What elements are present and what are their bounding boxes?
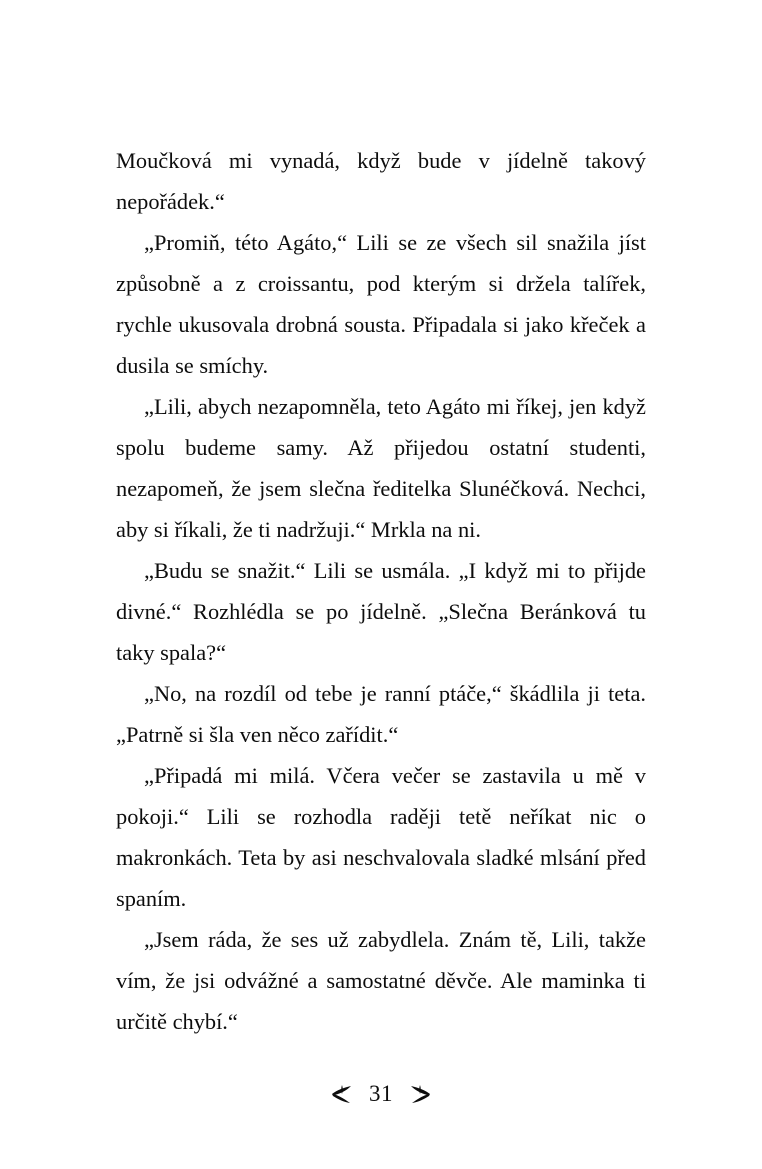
page-number: 31 — [369, 1081, 393, 1106]
paragraph: „Jsem ráda, že ses už zabydlela. Znám tě, Lili, takže vím, že jsi odvážné a samostatné děvče. Ale maminka ti určitě chybí.“ — [116, 927, 646, 1034]
paragraph: „Budu se snažit.“ Lili se usmála. „I když mi to přijde divné.“ Rozhlédla se po jídelně. „Slečna Beránková tu taky spala?“ — [116, 558, 646, 665]
leaf-ornament-left-icon — [329, 1081, 355, 1107]
paragraph: „Připadá mi milá. Včera večer se zastavila u mě v pokoji.“ Lili se rozhodla raději tetě neříkat nic o makronkách. Teta by asi neschvalovala sladké mlsání před spaním. — [116, 763, 646, 911]
paragraph: „No, na rozdíl od tebe je ranní ptáče,“ škádlila ji teta. „Patrně si šla ven něco zařídit.“ — [116, 681, 646, 747]
paragraph: „Promiň, této Agáto,“ Lili se ze všech sil snažila jíst způsobně a z croissantu, pod kterým si držela talířek, rychle ukusovala drobná sousta. Připadala si jako křeček a dusila se smíchy. — [116, 230, 646, 378]
paragraph: „Lili, abych nezapomněla, teto Agáto mi říkej, jen když spolu budeme samy. Až přijedou ostatní studenti, nezapomeň, že jsem slečna ředitelka Slunéčková. Nechci, aby si říkali, že ti nadržuji.“ Mrkla na ni. — [116, 394, 646, 542]
page-body-text — [116, 140, 646, 1042]
paragraph: Moučková mi vynadá, když bude v jídelně takový nepořádek.“ — [116, 148, 646, 214]
page-footer — [0, 1081, 762, 1107]
leaf-ornament-right-icon — [407, 1081, 433, 1107]
